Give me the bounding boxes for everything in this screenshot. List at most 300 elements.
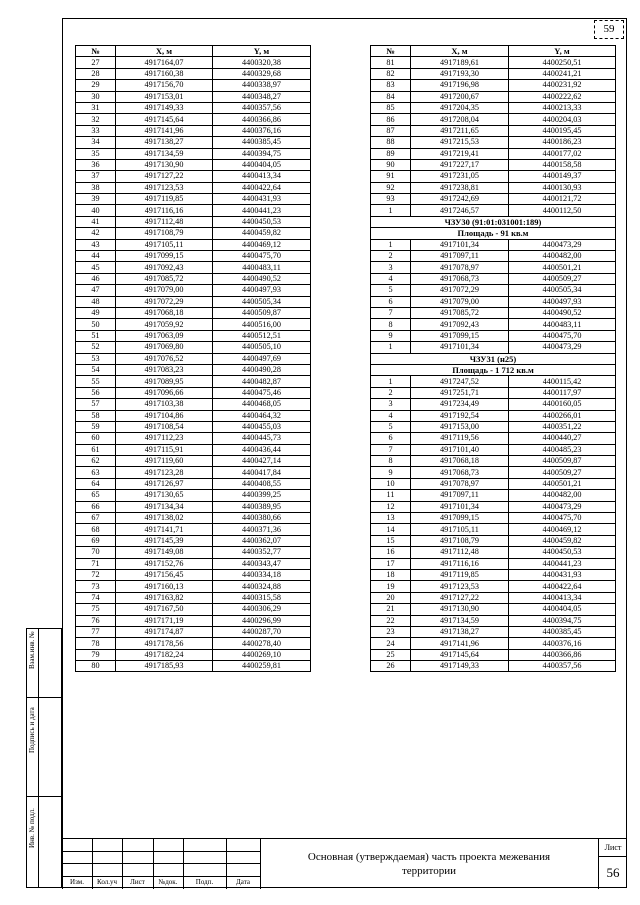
cell-x: 4917227,17 [411,159,509,170]
table-row [76,490,311,501]
table-row [371,592,616,603]
cell-num: 9 [371,467,411,478]
cell-num: 22 [371,615,411,626]
cell-x: 4917116,16 [116,205,213,216]
table-row [76,159,311,170]
cell-y: 4400473,29 [509,342,616,353]
table-row [371,524,616,535]
cell-num: 79 [76,649,116,660]
cell-num: 63 [76,467,116,478]
cell-y: 4400505,34 [213,296,311,307]
table-row [76,513,311,524]
cell-y: 4400158,58 [509,159,616,170]
table-row [371,285,616,296]
table-row [76,91,311,102]
cell-y: 4400385,45 [509,626,616,637]
cell-num: 85 [371,102,411,113]
cell-num: 69 [76,535,116,546]
cell-num: 42 [76,228,116,239]
cell-x: 4917099,15 [411,330,509,341]
side-label-signature-date: Подпись и дата [28,707,36,753]
cell-y: 4400357,56 [509,661,616,672]
table-row [76,319,311,330]
table-row [76,57,311,68]
cell-x: 4917123,53 [411,581,509,592]
cell-x: 4917083,23 [116,364,213,375]
cell-num: 73 [76,581,116,592]
section-31-area: Площадь - 1 712 кв.м [371,364,616,375]
cell-y: 4400195,45 [509,125,616,136]
cell-x: 4917068,18 [411,456,509,467]
cell-y: 4400348,27 [213,91,311,102]
cell-y: 4400482,00 [509,490,616,501]
cell-x: 4917068,18 [116,307,213,318]
cell-y: 4400177,02 [509,148,616,159]
cell-num: 12 [371,501,411,512]
table-row [371,569,616,580]
table-row [371,114,616,125]
cell-num: 5 [371,421,411,432]
cell-y: 4400485,23 [509,444,616,455]
cell-y: 4400366,86 [509,649,616,660]
cell-x: 4917119,60 [116,456,213,467]
cell-x: 4917149,33 [411,661,509,672]
cell-x: 4917126,97 [116,478,213,489]
cell-x: 4917078,97 [411,478,509,489]
cell-y: 4400160,05 [509,399,616,410]
cell-x: 4917200,67 [411,91,509,102]
section-30-title: ЧЗУ30 (91:01:031001:189) [371,216,616,227]
cell-x: 4917059,92 [116,319,213,330]
cell-num: 67 [76,513,116,524]
cell-num: 13 [371,513,411,524]
side-stamp [26,628,62,888]
cell-x: 4917079,00 [116,285,213,296]
cell-num: 7 [371,444,411,455]
cell-y: 4400501,21 [509,262,616,273]
cell-y: 4400376,16 [509,638,616,649]
table-row [371,68,616,79]
table-row [371,182,616,193]
cell-y: 4400112,50 [509,205,616,216]
cell-x: 4917145,64 [116,114,213,125]
cell-x: 4917119,85 [116,194,213,205]
cell-y: 4400455,03 [213,421,311,432]
header-y: Y, м [213,46,311,57]
cell-num: 41 [76,216,116,227]
cell-x: 4917123,28 [116,467,213,478]
table-row [371,638,616,649]
cell-y: 4400329,68 [213,68,311,79]
cell-y: 4400376,16 [213,125,311,136]
header-x: X, м [411,46,509,57]
cell-num: 33 [76,125,116,136]
table-row [76,638,311,649]
cell-y: 4400320,38 [213,57,311,68]
table-row [371,661,616,672]
cell-num: 2 [371,251,411,262]
cell-num: 20 [371,592,411,603]
cell-num: 19 [371,581,411,592]
table-row [371,251,616,262]
section-31-header [371,353,616,376]
section-30-header [371,216,616,239]
table-row [76,410,311,421]
cell-num: 25 [371,649,411,660]
cell-y: 4400497,69 [213,353,311,364]
cell-y: 4400505,34 [509,285,616,296]
cell-x: 4917112,48 [116,216,213,227]
cell-num: 7 [371,307,411,318]
table-row [76,273,311,284]
cell-num: 91 [371,171,411,182]
cell-num: 53 [76,353,116,364]
table-row [76,558,311,569]
cell-x: 4917138,27 [116,137,213,148]
cell-x: 4917092,43 [116,262,213,273]
cell-x: 4917127,22 [411,592,509,603]
table-row [371,296,616,307]
cell-y: 4400450,53 [213,216,311,227]
cell-num: 3 [371,399,411,410]
cell-y: 4400505,10 [213,342,311,353]
sheet-label: Лист [599,839,627,857]
header-y: Y, м [509,46,616,57]
cell-num: 23 [371,626,411,637]
cell-x: 4917108,79 [116,228,213,239]
cell-num: 55 [76,376,116,387]
cell-y: 4400483,11 [509,319,616,330]
table-row [76,228,311,239]
table-row [76,535,311,546]
cell-y: 4400399,25 [213,490,311,501]
cell-x: 4917092,43 [411,319,509,330]
cell-x: 4917238,81 [411,182,509,193]
table-row [371,262,616,273]
cell-x: 4917101,34 [411,239,509,250]
cell-x: 4917076,52 [116,353,213,364]
cell-num: 89 [371,148,411,159]
cell-x: 4917134,59 [116,148,213,159]
cell-num: 29 [76,80,116,91]
table-row [76,102,311,113]
corner-page-number: 59 [594,20,624,39]
cell-x: 4917130,65 [116,490,213,501]
cell-x: 4917192,54 [411,410,509,421]
cell-num: 86 [371,114,411,125]
cell-y: 4400404,05 [213,159,311,170]
table-row [371,137,616,148]
table-row [371,410,616,421]
cell-y: 4400408,55 [213,478,311,489]
table-row [76,626,311,637]
table-row [371,558,616,569]
table-row [371,626,616,637]
cell-num: 58 [76,410,116,421]
cell-num: 5 [371,285,411,296]
cell-x: 4917108,79 [411,535,509,546]
cell-y: 4400222,62 [509,91,616,102]
table-row [76,251,311,262]
cell-y: 4400482,00 [509,251,616,262]
cell-y: 4400385,45 [213,137,311,148]
table-row [76,296,311,307]
cell-y: 4400213,33 [509,102,616,113]
cell-x: 4917134,34 [116,501,213,512]
cell-x: 4917127,22 [116,171,213,182]
cell-y: 4400475,70 [509,513,616,524]
tb-col-count: Кол.уч [97,878,117,886]
table-row [76,182,311,193]
cell-num: 38 [76,182,116,193]
cell-y: 4400130,93 [509,182,616,193]
left-table-body [76,57,311,672]
cell-y: 4400497,93 [509,296,616,307]
cell-num: 44 [76,251,116,262]
cell-x: 4917149,33 [116,102,213,113]
sheet-number: 56 [606,865,620,880]
table-row [371,376,616,387]
cell-y: 4400296,99 [213,615,311,626]
cell-y: 4400149,37 [509,171,616,182]
cell-y: 4400483,11 [213,262,311,273]
cell-x: 4917163,82 [116,592,213,603]
coordinates-table-right [370,45,616,672]
table-row [76,262,311,273]
cell-num: 14 [371,524,411,535]
cell-x: 4917101,34 [411,342,509,353]
cell-x: 4917215,53 [411,137,509,148]
cell-y: 4400501,21 [509,478,616,489]
cell-y: 4400231,92 [509,80,616,91]
cell-y: 4400334,18 [213,569,311,580]
cell-num: 24 [371,638,411,649]
table-row [371,547,616,558]
cell-x: 4917193,30 [411,68,509,79]
cell-y: 4400269,10 [213,649,311,660]
tb-col-doc: №док. [158,878,178,886]
table-row [76,148,311,159]
side-cell-inv-replace [26,628,62,698]
cell-y: 4400115,42 [509,376,616,387]
cell-x: 4917145,64 [411,649,509,660]
table-row [76,547,311,558]
table-row [371,615,616,626]
cell-x: 4917185,93 [116,661,213,672]
cell-num: 65 [76,490,116,501]
cell-num: 87 [371,125,411,136]
cell-x: 4917204,35 [411,102,509,113]
cell-x: 4917089,95 [116,376,213,387]
cell-x: 4917119,56 [411,433,509,444]
cell-x: 4917141,96 [116,125,213,136]
cell-x: 4917096,66 [116,387,213,398]
cell-x: 4917119,85 [411,569,509,580]
cell-num: 72 [76,569,116,580]
cell-y: 4400186,23 [509,137,616,148]
cell-y: 4400464,32 [213,410,311,421]
table-row [76,171,311,182]
cell-x: 4917242,69 [411,194,509,205]
table-row [371,57,616,68]
cell-y: 4400490,28 [213,364,311,375]
table-row [371,604,616,615]
cell-x: 4917134,59 [411,615,509,626]
cell-y: 4400380,66 [213,513,311,524]
table-row [76,524,311,535]
cell-num: 40 [76,205,116,216]
cell-x: 4917234,49 [411,399,509,410]
cell-num: 56 [76,387,116,398]
cell-x: 4917068,73 [411,467,509,478]
cell-x: 4917079,00 [411,296,509,307]
table-row [76,364,311,375]
cell-y: 4400315,58 [213,592,311,603]
cell-y: 4400431,93 [509,569,616,580]
cell-num: 61 [76,444,116,455]
cell-num: 59 [76,421,116,432]
cell-num: 17 [371,558,411,569]
table-row [76,205,311,216]
table-row [371,478,616,489]
cell-y: 4400404,05 [509,604,616,615]
cell-x: 4917160,13 [116,581,213,592]
cell-y: 4400413,34 [509,592,616,603]
section-31-body [371,376,616,672]
cell-x: 4917208,04 [411,114,509,125]
cell-num: 4 [371,273,411,284]
table-row [76,604,311,615]
table-row [76,137,311,148]
cell-num: 46 [76,273,116,284]
cell-y: 4400450,53 [509,547,616,558]
cell-num: 11 [371,490,411,501]
cell-y: 4400351,22 [509,421,616,432]
cell-num: 4 [371,410,411,421]
cell-num: 2 [371,387,411,398]
cell-y: 4400473,29 [509,239,616,250]
table-row [76,376,311,387]
cell-x: 4917099,15 [116,251,213,262]
cell-y: 4400509,87 [509,456,616,467]
cell-y: 4400250,51 [509,57,616,68]
cell-x: 4917247,52 [411,376,509,387]
table-row [371,159,616,170]
cell-num: 45 [76,262,116,273]
cell-x: 4917219,41 [411,148,509,159]
coordinates-table-left [75,45,311,672]
cell-y: 4400468,05 [213,399,311,410]
cell-y: 4400469,12 [213,239,311,250]
table-row [371,330,616,341]
table-row [371,444,616,455]
cell-y: 4400490,52 [213,273,311,284]
cell-y: 4400241,21 [509,68,616,79]
cell-y: 4400440,27 [509,433,616,444]
cell-num: 43 [76,239,116,250]
header-num: № [371,46,411,57]
cell-y: 4400324,88 [213,581,311,592]
cell-y: 4400394,75 [509,615,616,626]
cell-y: 4400509,27 [509,467,616,478]
cell-x: 4917196,98 [411,80,509,91]
cell-num: 47 [76,285,116,296]
cell-x: 4917246,57 [411,205,509,216]
cell-num: 48 [76,296,116,307]
cell-y: 4400482,87 [213,376,311,387]
cell-y: 4400473,29 [509,501,616,512]
cell-x: 4917112,23 [116,433,213,444]
table-row [371,239,616,250]
cell-num: 26 [371,661,411,672]
table-row [371,307,616,318]
cell-num: 18 [371,569,411,580]
table-row [371,171,616,182]
section-30-body [371,239,616,353]
cell-num: 15 [371,535,411,546]
cell-x: 4917103,38 [116,399,213,410]
side-label-inv-original: Инв. № подл. [28,808,36,848]
cell-y: 4400343,47 [213,558,311,569]
table-row [76,433,311,444]
table-row [76,125,311,136]
cell-y: 4400366,86 [213,114,311,125]
cell-x: 4917189,61 [411,57,509,68]
cell-y: 4400117,97 [509,387,616,398]
table-row [371,387,616,398]
table-row [76,80,311,91]
cell-x: 4917153,01 [116,91,213,102]
cell-x: 4917141,96 [411,638,509,649]
cell-x: 4917099,15 [411,513,509,524]
table-row [371,501,616,512]
table-row [371,273,616,284]
table-row [371,649,616,660]
cell-x: 4917112,48 [411,547,509,558]
cell-num: 34 [76,137,116,148]
cell-x: 4917072,29 [116,296,213,307]
table-row [76,649,311,660]
table-row [371,535,616,546]
cell-num: 76 [76,615,116,626]
table-row [371,399,616,410]
cell-x: 4917130,90 [411,604,509,615]
cell-num: 28 [76,68,116,79]
sheet-box [598,839,627,889]
cell-x: 4917153,00 [411,421,509,432]
table-row [76,444,311,455]
cell-x: 4917068,73 [411,273,509,284]
table-row [76,68,311,79]
cell-y: 4400441,23 [509,558,616,569]
side-cell-inv-original [26,796,62,888]
cell-x: 4917101,40 [411,444,509,455]
table-row [371,319,616,330]
cell-x: 4917104,86 [116,410,213,421]
tb-col-sheet: Лист [130,878,145,886]
table-row [76,239,311,250]
cell-x: 4917231,05 [411,171,509,182]
cell-num: 66 [76,501,116,512]
cell-x: 4917152,76 [116,558,213,569]
cell-y: 4400422,64 [213,182,311,193]
table-row [371,205,616,216]
table-row [76,592,311,603]
cell-x: 4917105,11 [411,524,509,535]
cell-num: 80 [76,661,116,672]
cell-num: 51 [76,330,116,341]
cell-num: 1 [371,205,411,216]
